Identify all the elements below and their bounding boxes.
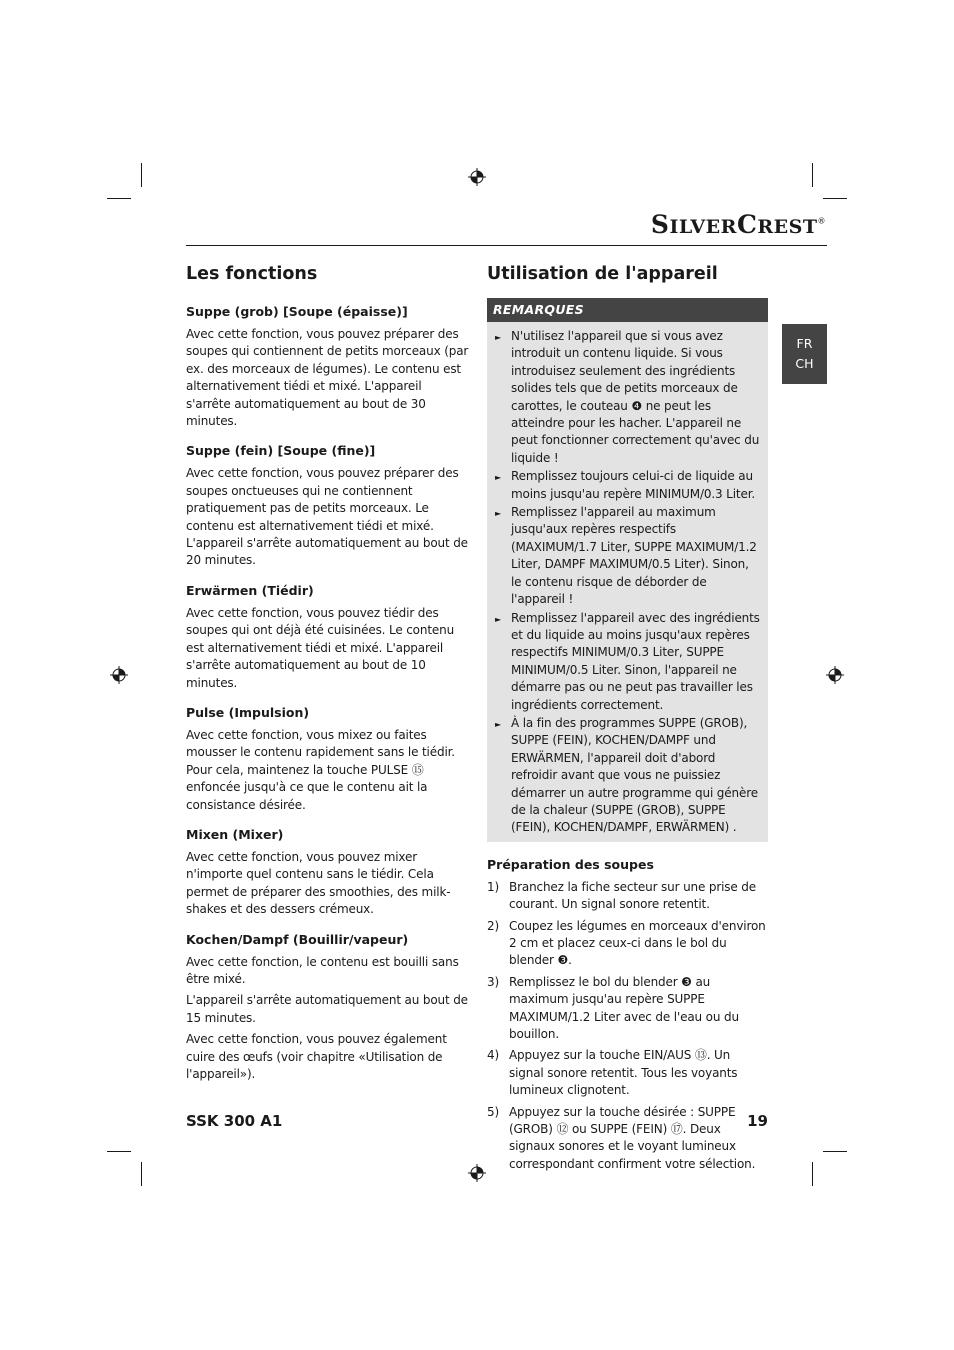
registration-mark-icon — [468, 1164, 486, 1182]
arrow-bullet-icon: ► — [495, 333, 502, 342]
remarks-heading: REMARQUES — [487, 298, 768, 322]
step-text: Branchez la fiche secteur sur une prise de courant. Un signal sonore retentit. — [509, 879, 757, 912]
arrow-bullet-icon: ► — [495, 473, 502, 483]
functions-list — [186, 303, 469, 1083]
function-heading: Erwärmen (Tiédir) — [186, 582, 314, 598]
step-number: 2) — [487, 918, 500, 933]
remark-text: Remplissez l'appareil avec des ingrédients et du liquide au moins jusqu'aux repères respectifs MINIMUM/0.3 Liter, SUPPE MINIMUM/0.5 Liter. Sinon, l'appareil ne démarre pas ou ne peut pas travailler les ingrédients correctement. — [511, 610, 760, 712]
step-item — [487, 879, 768, 914]
function-section — [186, 303, 469, 430]
function-description: Avec cette fonction, vous mixez ou faites mousser le contenu rapidement sans le tiédir. Pour cela, maintenez la touche PULSE ⑮ enfoncée jusqu'à ce que le contenu ait la consistance désirée. — [186, 727, 455, 812]
crop-mark — [107, 198, 131, 199]
subsection-title-soup-preparation: Préparation des soupes — [487, 856, 654, 872]
right-column — [487, 262, 768, 1177]
remark-item — [495, 328, 762, 467]
function-section — [186, 826, 469, 919]
function-description: Avec cette fonction, vous pouvez également cuire des œufs (voir chapitre «Utilisation de l'appareil»). — [186, 1032, 447, 1081]
function-heading: Suppe (grob) [Soupe (épaisse)] — [186, 304, 408, 319]
function-description: Avec cette fonction, vous pouvez tiédir des soupes qui ont déjà été cuisinées. Le contenu est alternativement tiédi et mixé. L'appareil s'arrête automatiquement au bout de 10 minutes. — [186, 605, 455, 690]
crop-mark — [141, 163, 142, 187]
remark-item — [495, 715, 762, 837]
arrow-bullet-icon: ► — [495, 509, 502, 519]
step-number: 3) — [487, 974, 500, 989]
remarks-box — [487, 298, 768, 842]
remark-text: Remplissez toujours celui-ci de liquide au moins jusqu'au repère MINIMUM/0.3 Liter. — [511, 469, 756, 501]
registration-mark-icon — [826, 666, 844, 684]
step-number: 4) — [487, 1048, 500, 1063]
function-heading: Suppe (fein) [Soupe (fine)] — [186, 443, 376, 459]
function-description: L'appareil s'arrête automatiquement au bout de 15 minutes. — [186, 993, 468, 1025]
silvercrest-logo: SILVERCREST® — [650, 210, 826, 239]
function-section — [186, 931, 469, 1084]
step-item — [487, 918, 768, 970]
header-rule — [186, 245, 827, 246]
language-tab — [782, 324, 827, 384]
arrow-bullet-icon: ► — [495, 614, 502, 624]
left-column — [186, 262, 469, 1095]
step-number: 5) — [487, 1104, 500, 1119]
remark-item — [495, 504, 762, 608]
page-number: 19 — [747, 1112, 768, 1130]
remark-text: À la fin des programmes SUPPE (GROB), SUPPE (FEIN), KOCHEN/DAMPF und ERWÄRMEN, l'appareil doit d'abord refroidir avant que vous ne puissiez démarrer un autre programme qui génère de la chaleur (SUPPE (GROB), SUPPE (FEIN), KOCHEN/DAMPF, ERWÄRMEN) . — [511, 715, 758, 835]
step-text: Appuyez sur la touche EIN/AUS ⑬. Un signal sonore retentit. Tous les voyants lumineux clignotent. — [509, 1048, 738, 1098]
step-text: Appuyez sur la touche désirée : SUPPE (GROB) ⑫ ou SUPPE (FEIN) ⑰. Deux signaux sonores et le voyant lumineux correspondant confirment votre sélection. — [509, 1104, 756, 1171]
step-number: 1) — [487, 879, 500, 894]
footer-model: SSK 300 A1 — [186, 1112, 283, 1130]
registration-mark-icon — [110, 666, 128, 684]
crop-mark — [107, 1151, 131, 1152]
crop-mark — [141, 1162, 142, 1186]
crop-mark — [812, 163, 813, 187]
remark-item — [495, 610, 762, 714]
remark-item — [495, 468, 762, 503]
function-section — [186, 442, 469, 569]
step-text: Coupez les légumes en morceaux d'environ 2 cm et placez ceux-ci dans le bol du blender ❸. — [509, 918, 766, 968]
remark-text: N'utilisez l'appareil que si vous avez introduit un contenu liquide. Si vous introduisez seulement des ingrédients solides tels que de petits morceaux de carottes, le couteau ❹ ne peut les atteindre pour les hacher. L'appareil ne peut fonctionner correctement qu'avec du liquide ! — [511, 329, 760, 465]
remarks-list — [487, 322, 768, 837]
function-description: Avec cette fonction, vous pouvez préparer des soupes qui contiennent de petits morceaux (par ex. des morceaux de légumes). Le contenu est alternativement tiédi et mixé. L'appareil s'arrête automatiquement au bout de 30 minutes. — [186, 327, 469, 429]
language-code-ch: CH — [795, 356, 814, 371]
function-description: Avec cette fonction, le contenu est bouilli sans être mixé. — [186, 954, 459, 986]
arrow-bullet-icon: ► — [495, 719, 502, 729]
language-code-fr: FR — [796, 336, 813, 351]
step-text: Remplissez le bol du blender ❸ au maximum jusqu'au repère SUPPE MAXIMUM/1.2 Liter avec de l'eau ou du bouillon. — [509, 974, 739, 1042]
function-section — [186, 704, 469, 814]
crop-mark — [812, 1162, 813, 1186]
function-section — [186, 582, 469, 692]
crop-mark — [823, 198, 847, 199]
function-heading: Mixen (Mixer) — [186, 826, 284, 842]
section-title-functions: Les fonctions — [186, 264, 318, 284]
registration-mark-icon — [468, 168, 486, 186]
function-heading: Kochen/Dampf (Bouillir/vapeur) — [186, 931, 409, 947]
step-item — [487, 1047, 768, 1099]
function-description: Avec cette fonction, vous pouvez préparer des soupes onctueuses qui ne contiennent pratiquement pas de petits morceaux. Le contenu est alternativement tiédi et mixé. L'appareil s'arrête automatiquement au bout de 20 minutes. — [186, 466, 468, 568]
function-heading: Pulse (Impulsion) — [186, 704, 310, 720]
function-description: Avec cette fonction, vous pouvez mixer n'importe quel contenu sans le tiédir. Cela permet de préparer des smoothies, des milk-shakes et des dessers crémeux. — [186, 849, 451, 917]
crop-mark — [823, 1151, 847, 1152]
step-item — [487, 974, 768, 1044]
remark-text: Remplissez l'appareil au maximum jusqu'aux repères respectifs (MAXIMUM/1.7 Liter, SUPPE MAXIMUM/1.2 Liter, DAMPF MAXIMUM/0.5 Liter). Sinon, le contenu risque de déborder de l'appareil ! — [511, 505, 757, 607]
section-title-usage: Utilisation de l'appareil — [487, 264, 718, 284]
